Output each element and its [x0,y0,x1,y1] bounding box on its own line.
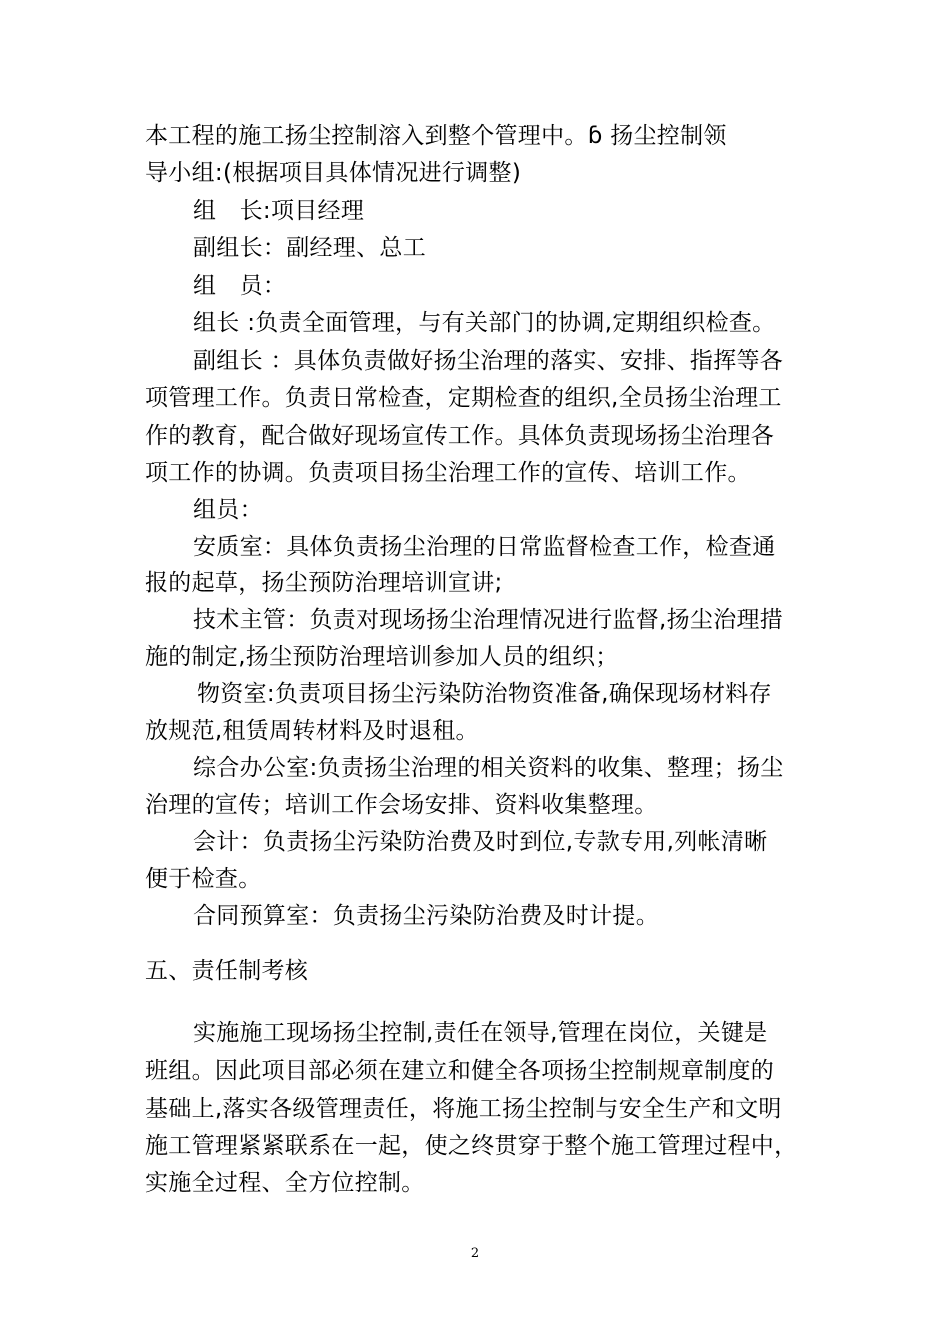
text-line: 项管理工作。负责日常检查，定期检查的组织,全员扬尘治理工 [145,385,782,411]
text-line: 副组长 ：具体负责做好扬尘治理的落实、安排、指挥等各 [193,348,784,374]
text-line: 治理的宣传；培训工作会场安排、资料收集整理。 [145,792,658,818]
text-line: 班组。因此项目部必须在建立和健全各项扬尘控制规章制度的 [145,1058,775,1084]
text-line: 安质室：具体负责扬尘治理的日常监督检查工作，检查通 [193,534,776,560]
text-line: 基础上,落实各级管理责任，将施工扬尘控制与安全生产和文明 [145,1096,782,1122]
text-line: 本工程的施工扬尘控制溶入到整个管理中。ɓ 扬尘控制领 [145,123,727,149]
text-line: 物资室:负责项目扬尘污染防治物资准备,确保现场材料存 [197,681,772,707]
text-line: 实施施工现场扬尘控制,责任在领导,管理在岗位，关键是 [193,1020,768,1046]
page-number: 2 [470,1246,480,1261]
text-line: 导小组:(根据项目具体情况进行调整) [145,160,522,186]
section-heading: 五、责任制考核 [145,958,309,984]
text-line: 组 员： [193,273,287,299]
text-line: 合同预算室：负责扬尘污染防治费及时计提。 [193,903,659,929]
text-line: 技术主管：负责对现场扬尘治理情况进行监督,扬尘治理措 [193,607,784,633]
text-line: 施工管理紧紧联系在一起，使之终贯穿于整个施工管理过程中， [145,1133,798,1159]
text-line: 作的教育，配合做好现场宣传工作。具体负责现场扬尘治理各 [145,423,775,449]
text-line: 放规范,租赁周转材料及时退租。 [145,718,479,744]
text-line: 便于检查。 [145,866,262,892]
text-line: 报的起草，扬尘预防治理培训宣讲; [145,570,503,596]
text-line: 施的制定,扬尘预防治理培训参加人员的组织； [145,644,619,670]
text-line: 实施全过程、全方位控制。 [145,1170,425,1196]
text-line: 组员： [193,497,263,523]
text-line: 综合办公室:负责扬尘治理的相关资料的收集、整理；扬尘 [193,755,784,781]
text-line: 组 长:项目经理 [193,198,365,224]
text-line: 项工作的协调。负责项目扬尘治理工作的宣传、培训工作。 [145,460,751,486]
text-line: 组长 :负责全面管理，与有关部门的协调,定期组织检查。 [193,310,776,336]
text-line: 副组长：副经理、总工 [193,235,426,261]
text-line: 会计：负责扬尘污染防治费及时到位,专款专用,列帐清晰 [193,829,768,855]
